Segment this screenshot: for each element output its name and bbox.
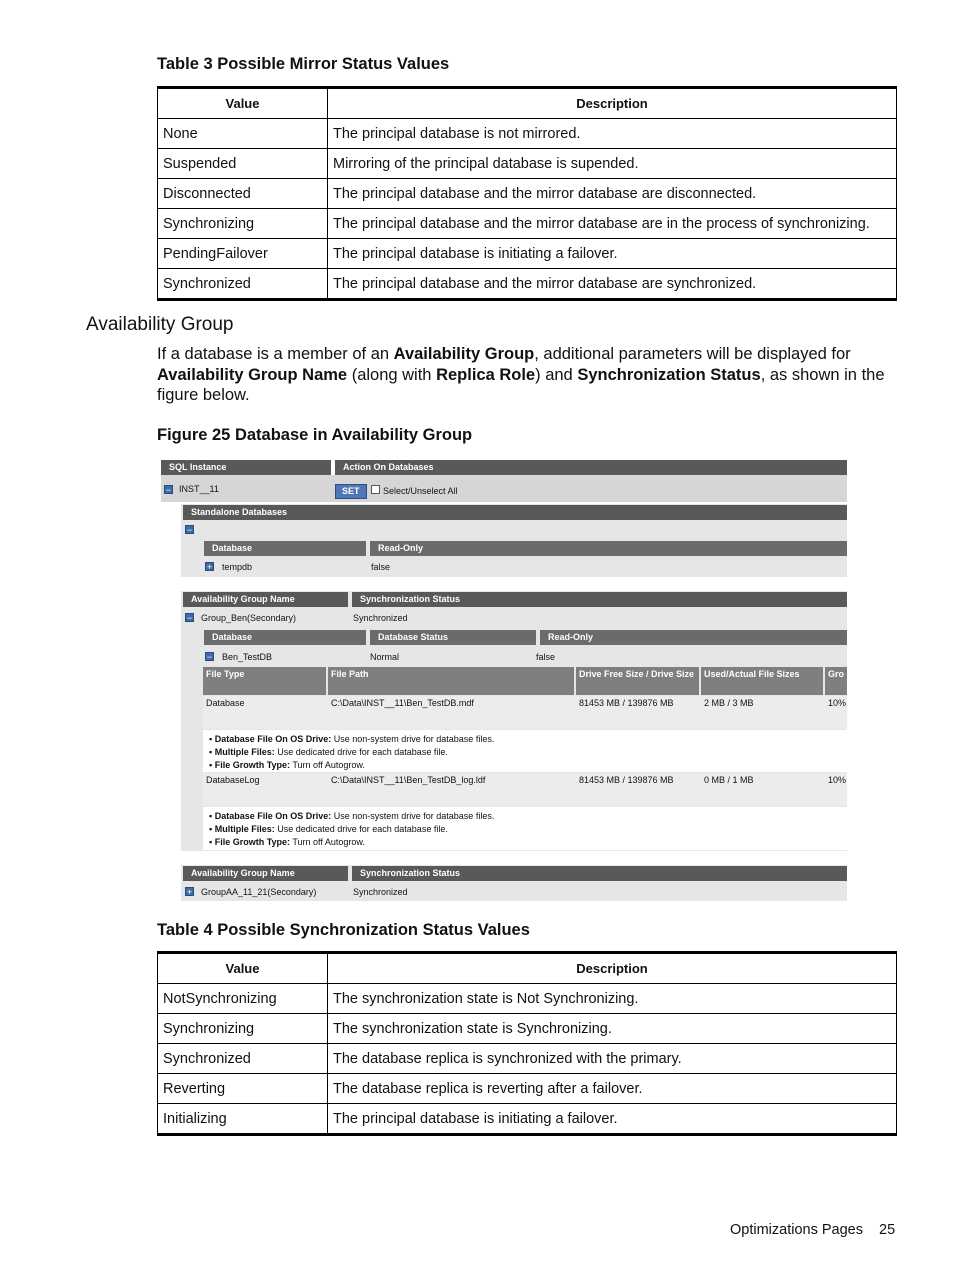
para-bold: Replica Role xyxy=(436,365,536,384)
column-header-value: Value xyxy=(158,953,328,984)
para-text: , as shown in the figure below. xyxy=(157,365,885,404)
collapse-icon[interactable]: − xyxy=(165,485,172,495)
tip-label: Database File On OS Drive: xyxy=(214,811,332,821)
tip-item: ▪ File Growth Type: Turn off Autogrow. xyxy=(209,837,365,847)
value-cell: Reverting xyxy=(158,1074,328,1104)
section-heading: Availability Group xyxy=(86,314,234,335)
tip-item: ▪ File Growth Type: Turn off Autogrow. xyxy=(209,760,365,770)
action-on-databases-header: Action On Databases xyxy=(335,460,847,475)
value-cell: Disconnected xyxy=(158,179,328,209)
tip-text: Use non-system drive for database files. xyxy=(331,811,495,821)
tip-label: File Growth Type: xyxy=(214,837,291,847)
table-row xyxy=(158,239,897,269)
table-row xyxy=(158,1014,897,1044)
value-cell: None xyxy=(158,119,328,149)
table-row xyxy=(158,1074,897,1104)
file-sizes-header: Used/Actual File Sizes xyxy=(701,667,823,695)
ag1-db-name: Ben_TestDB xyxy=(222,652,273,662)
ag1-db-readonly: false xyxy=(536,652,556,662)
description-cell: The database replica is synchronized with the primary. xyxy=(328,1044,897,1074)
table-row xyxy=(158,179,897,209)
table-row xyxy=(158,984,897,1014)
para-text: ) and xyxy=(535,365,578,384)
select-all-checkbox[interactable] xyxy=(371,485,380,494)
drive-size: 81453 MB / 139876 MB xyxy=(579,775,674,785)
body-paragraph xyxy=(157,344,892,406)
column-header-description: Description xyxy=(328,953,897,984)
para-text: , additional parameters will be displayed for xyxy=(534,345,851,363)
ag1-status: Synchronized xyxy=(353,613,408,623)
table-row xyxy=(158,209,897,239)
file-type: DatabaseLog xyxy=(206,775,260,785)
value-cell: Synchronizing xyxy=(158,1014,328,1044)
page-number: 25 xyxy=(879,1222,896,1238)
expand-icon[interactable]: + xyxy=(206,562,213,572)
value-cell: Synchronized xyxy=(158,1044,328,1074)
tip-text: Use non-system drive for database files. xyxy=(331,734,495,744)
description-cell: The synchronization state is Not Synchronizing. xyxy=(328,984,897,1014)
collapse-icon[interactable]: − xyxy=(186,525,193,535)
select-all-label: Select/Unselect All xyxy=(383,486,458,496)
table-row xyxy=(158,119,897,149)
instance-name: INST__11 xyxy=(179,484,219,494)
tip-item: ▪ Multiple Files: Use dedicated drive for each database file. xyxy=(209,824,448,834)
file-type: Database xyxy=(206,698,245,708)
database-status-column-header: Database Status xyxy=(370,630,536,645)
file-type-header: File Type xyxy=(203,667,326,695)
footer-section-name: Optimizations Pages xyxy=(730,1222,863,1238)
description-cell: The principal database and the mirror database are in the process of synchronizing. xyxy=(328,209,897,239)
value-cell: PendingFailover xyxy=(158,239,328,269)
file-size: 0 MB / 1 MB xyxy=(704,775,754,785)
tip-item: ▪ Multiple Files: Use dedicated drive for each database file. xyxy=(209,747,448,757)
description-cell: The principal database is initiating a failover. xyxy=(328,1104,897,1135)
para-bold: Synchronization Status xyxy=(577,365,761,384)
value-cell: Suspended xyxy=(158,149,328,179)
expand-icon[interactable]: + xyxy=(186,887,193,897)
read-only-column-header: Read-Only xyxy=(540,630,847,645)
value-cell: Initializing xyxy=(158,1104,328,1135)
ag1-db-status: Normal xyxy=(370,652,400,662)
value-cell: Synchronizing xyxy=(158,209,328,239)
description-cell: The database replica is reverting after a failover. xyxy=(328,1074,897,1104)
standalone-databases-header: Standalone Databases xyxy=(183,505,847,520)
file-path-header: File Path xyxy=(328,667,574,695)
value-cell: Synchronized xyxy=(158,269,328,300)
value-cell: NotSynchronizing xyxy=(158,984,328,1014)
description-cell: The synchronization state is Synchronizing. xyxy=(328,1014,897,1044)
table-row xyxy=(158,1104,897,1135)
para-bold: Availability Group Name xyxy=(157,365,348,384)
read-only-column-header: Read-Only xyxy=(370,541,847,556)
table4-caption: Table 4 Possible Synchronization Status Values xyxy=(157,921,530,939)
file-path: C:\Data\INST__11\Ben_TestDB_log.ldf xyxy=(331,775,486,785)
tip-item: ▪ Database File On OS Drive: Use non-system drive for database files. xyxy=(209,811,495,821)
ag2-status: Synchronized xyxy=(353,887,408,897)
tip-text: Turn off Autogrow. xyxy=(290,837,365,847)
tip-item: ▪ Database File On OS Drive: Use non-system drive for database files. xyxy=(209,734,495,744)
description-cell: The principal database is initiating a failover. xyxy=(328,239,897,269)
tip-label: Multiple Files: xyxy=(214,747,275,757)
tip-text: Use dedicated drive for each database file. xyxy=(274,747,448,757)
figure-caption: Figure 25 Database in Availability Group xyxy=(157,426,473,444)
sync-status-table xyxy=(157,951,897,1136)
ag2-name: GroupAA_11_21(Secondary) xyxy=(201,887,317,897)
table-row xyxy=(158,149,897,179)
database-column-header: Database xyxy=(204,630,366,645)
drive-size: 81453 MB / 139876 MB xyxy=(579,698,674,708)
para-text: (along with xyxy=(347,365,437,384)
set-button[interactable]: SET xyxy=(335,484,367,499)
sql-instance-header: SQL Instance xyxy=(161,460,331,475)
instance-row-bg xyxy=(161,475,847,502)
para-text: If a database is a member of an xyxy=(157,345,394,363)
standalone-db-readonly: false xyxy=(371,562,391,572)
sync-status-header: Synchronization Status xyxy=(352,592,847,607)
mirror-status-table xyxy=(157,86,897,301)
availability-group-screenshot xyxy=(161,458,847,901)
growth-header: Gro xyxy=(825,667,847,695)
file-size: 2 MB / 3 MB xyxy=(704,698,754,708)
tip-label: File Growth Type: xyxy=(214,760,291,770)
tip-text: Use dedicated drive for each database file. xyxy=(274,824,448,834)
ag-name-header: Availability Group Name xyxy=(183,866,348,881)
tip-text: Turn off Autogrow. xyxy=(290,760,365,770)
growth-value: 10% xyxy=(828,698,847,708)
drive-size-header: Drive Free Size / Drive Size xyxy=(576,667,699,695)
tip-label: Multiple Files: xyxy=(214,824,275,834)
table-row xyxy=(158,1044,897,1074)
collapse-icon[interactable]: − xyxy=(186,613,193,623)
table3-caption: Table 3 Possible Mirror Status Values xyxy=(157,55,450,73)
ag1-name: Group_Ben(Secondary) xyxy=(201,613,297,623)
standalone-db-name: tempdb xyxy=(222,562,253,572)
ag-name-header: Availability Group Name xyxy=(183,592,348,607)
column-header-value: Value xyxy=(158,88,328,119)
database-column-header: Database xyxy=(204,541,366,556)
column-header-description: Description xyxy=(328,88,897,119)
table-row xyxy=(158,269,897,300)
description-cell: The principal database is not mirrored. xyxy=(328,119,897,149)
file-path: C:\Data\INST__11\Ben_TestDB.mdf xyxy=(331,698,474,708)
description-cell: The principal database and the mirror database are synchronized. xyxy=(328,269,897,300)
description-cell: Mirroring of the principal database is supended. xyxy=(328,149,897,179)
tip-label: Database File On OS Drive: xyxy=(214,734,332,744)
para-bold: Availability Group xyxy=(393,345,535,363)
collapse-icon[interactable]: − xyxy=(206,652,213,662)
sync-status-header: Synchronization Status xyxy=(352,866,847,881)
description-cell: The principal database and the mirror database are disconnected. xyxy=(328,179,897,209)
growth-value: 10% xyxy=(828,775,847,785)
